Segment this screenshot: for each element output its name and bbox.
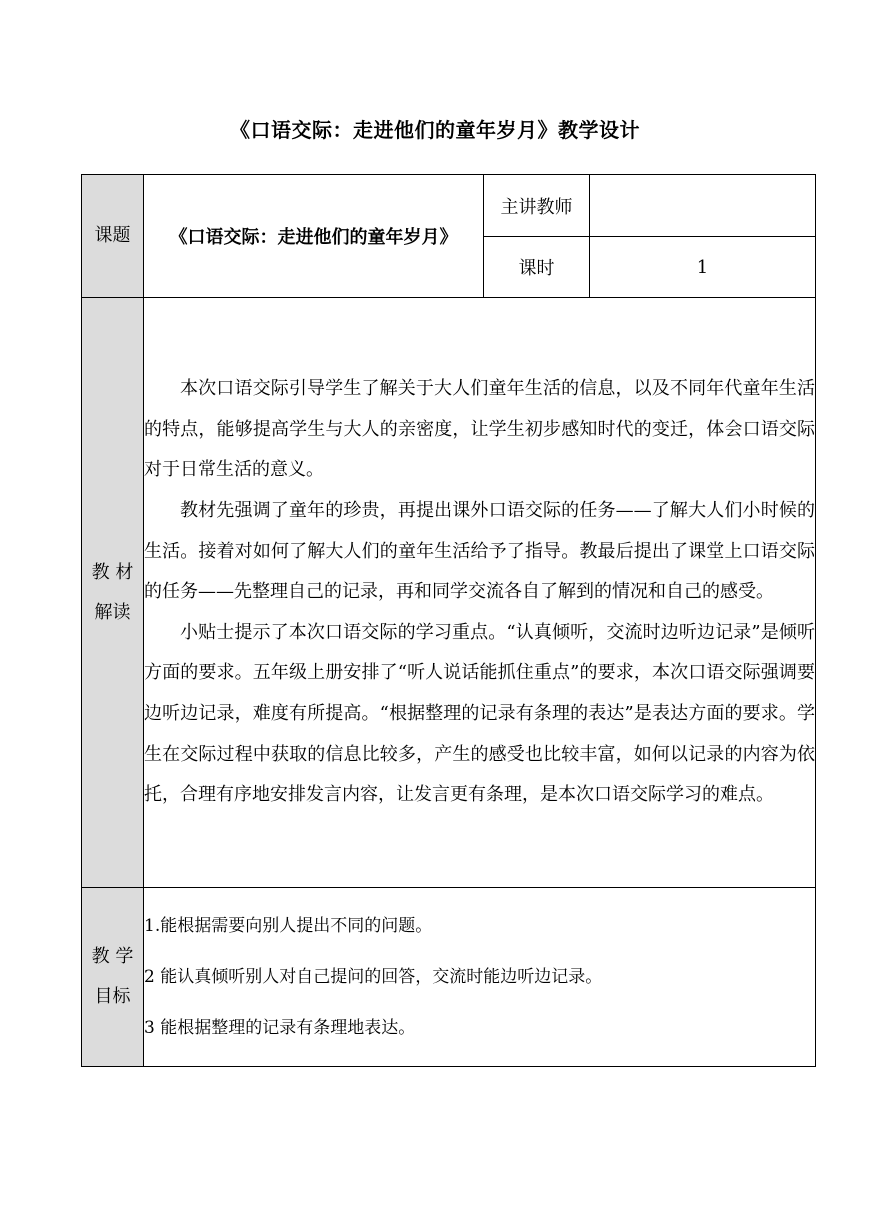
goal-item: 1.能根据需要向别人提出不同的问题。 [144, 915, 433, 936]
analysis-paragraph: 本次口语交际引导学生了解关于大人们童年生活的信息，以及不同年代童年生活的特点，能够提高学生与大人的亲密度，让学生初步感知时代的变迁，体会口语交际对于日常生活的意义。 [144, 378, 815, 481]
period-label: 课时 [484, 237, 590, 298]
analysis-label-line1: 教 材 [91, 561, 134, 583]
goals-label-line1: 教 学 [91, 946, 134, 967]
lesson-plan-table [81, 174, 816, 1067]
analysis-paragraph: 小贴士提示了本次口语交际的学习重点。“认真倾听，交流时边听边记录”是倾听方面的要求。五年级上册安排了“听人说话能抓住重点”的要求，本次口语交际强调要边听边记录，难度有所提高。“根据整理的记录有条理的表达”是表达方面的要求。学生在交际过程中获取的信息比较多，产生的感受也比较丰富，如何以记录的内容为依托，合理有序地安排发言内容，让发言更有条理，是本次口语交际学习的难点。 [144, 621, 815, 806]
goal-item: 3 能根据整理的记录有条理地表达。 [144, 1017, 416, 1038]
analysis-content [144, 298, 816, 888]
teacher-value [590, 175, 816, 237]
topic-value: 《口语交际：走进他们的童年岁月》 [144, 175, 484, 298]
topic-label: 课题 [82, 175, 144, 298]
period-value: 1 [590, 237, 816, 298]
teacher-label: 主讲教师 [484, 175, 590, 237]
analysis-label-line2: 解读 [94, 601, 131, 623]
document-title: 《口语交际：走进他们的童年岁月》教学设计 [230, 118, 640, 142]
analysis-label [82, 298, 144, 888]
analysis-paragraph: 教材先强调了童年的珍贵，再提出课外口语交际的任务——了解大人们小时候的生活。接着对如何了解大人们的童年生活给予了指导。教最后提出了课堂上口语交际的任务——先整理自己的记录，再和同学交流各自了解到的情况和自己的感受。 [144, 500, 815, 603]
goals-label [82, 888, 144, 1067]
goals-content [144, 888, 816, 1067]
goals-label-line2: 目标 [94, 986, 131, 1007]
goal-item: 2 能认真倾听别人对自己提问的回答，交流时能边听边记录。 [144, 966, 603, 987]
